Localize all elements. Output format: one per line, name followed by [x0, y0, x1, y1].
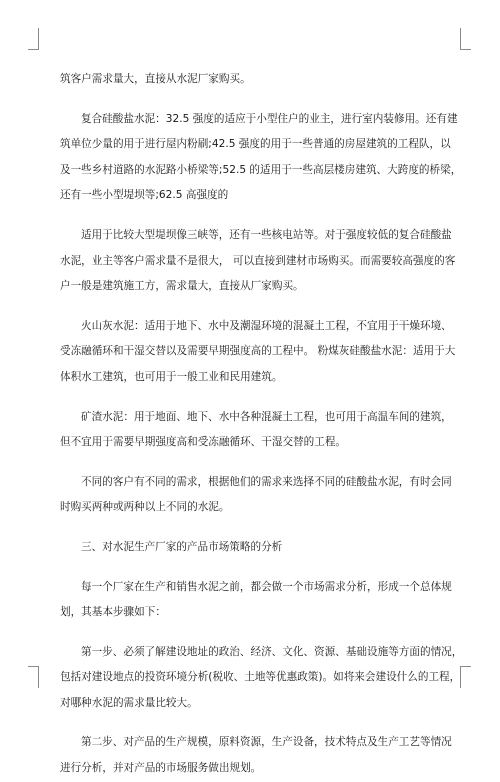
text-line: 第一步、必须了解建设地址的政治、经济、文化、资源、基础设施等方面的情况， [81, 645, 463, 658]
text-line: 火山灰水泥：适用于地下、水中及潮湿环境的混凝土工程，不宜用于干燥环境、 [81, 319, 452, 332]
text-line: 三、对水泥生产厂家的产品市场策略的分析 [81, 540, 283, 553]
text-line: 每一个厂家在生产和销售水泥之前，都会做一个市场需求分析，形成一个总体规 [81, 580, 452, 593]
paragraph [60, 314, 456, 391]
text-line: 矿渣水泥：用于地面、地下、水中各种混凝土工程，也可用于高温车间的建筑， [81, 410, 452, 423]
text-line: 进行分析，并对产品的市场服务做出规划。 [60, 762, 262, 775]
crop-mark-top-right-h [460, 49, 471, 50]
text-line: 户一般是建筑施工方，需求量大，直接从厂家购买。 [60, 280, 304, 293]
text-line: 第二步、对产品的生产规模，原料资源，生产设备，技术特点及生产工艺等情况 [81, 736, 452, 749]
crop-mark-top-left-h [28, 49, 39, 50]
text-line: 筑单位少量的用于进行屋内粉刷;42.5 强度的用于一些普通的房屋建筑的工程队，以 [60, 138, 451, 151]
text-line: 但不宜用于需要早期强度高和受冻融循环、干湿交替的工程。 [60, 436, 347, 449]
text-line: 水泥，业主等客户需求量不是很大， 可以直接到建材市场购买。而需要较高强度的客 [60, 254, 456, 267]
crop-mark-bottom-right-h [460, 666, 471, 667]
text-line: 适用于比较大型堤坝像三峡等，还有一些核电站等。对于强度较低的复合硅酸盐 [81, 228, 452, 241]
crop-mark-top-right-v [460, 28, 461, 50]
paragraph [60, 575, 452, 626]
crop-mark-bottom-right-v [460, 666, 461, 688]
text-line: 划，其基本步骤如下： [60, 606, 166, 619]
paragraph [60, 730, 452, 781]
paragraph [60, 107, 462, 209]
text-line: 时购买两种或两种以上不同的水泥。 [60, 501, 230, 514]
paragraph [60, 405, 452, 456]
text-line: 及一些乡村道路的水泥路小桥梁等;52.5 的适用于一些高层楼房建筑、大跨度的桥梁， [60, 163, 462, 176]
crop-mark-bottom-left-h [28, 666, 39, 667]
text-line: 筑客户需求量大，直接从水泥厂家购买。 [60, 73, 251, 85]
section-heading [60, 535, 445, 561]
text-line: 复合硅酸盐水泥：32.5 强度的适应于小型住户的业主，进行室内装修用。还有建 [81, 112, 458, 125]
paragraph [60, 223, 456, 300]
text-line: 不同的客户有不同的需求，根据他们的需求来选择不同的硅酸盐水泥，有时会同 [81, 475, 452, 488]
paragraph [60, 640, 463, 717]
crop-mark-bottom-left-v [38, 666, 39, 688]
text-line: 还有一些小型堤坝等;62.5 高强度的 [60, 189, 229, 202]
text-line: 对哪种水泥的需求量比较大。 [60, 696, 198, 709]
text-line: 包括对建设地点的投资环境分析(税收、土地等优惠政策)。如将来会建设什么的工程， [60, 671, 461, 684]
paragraph [60, 470, 452, 521]
text-line: 受冻融循环和干湿交替以及需要早期强度高的工程中。 粉煤灰硅酸盐水泥：适用于大 [60, 345, 456, 358]
text-line: 体积水工建筑，也可用于一般工业和民用建筑。 [60, 370, 283, 383]
crop-mark-top-left-v [38, 28, 39, 50]
paragraph [60, 67, 445, 93]
document-body [60, 67, 463, 782]
